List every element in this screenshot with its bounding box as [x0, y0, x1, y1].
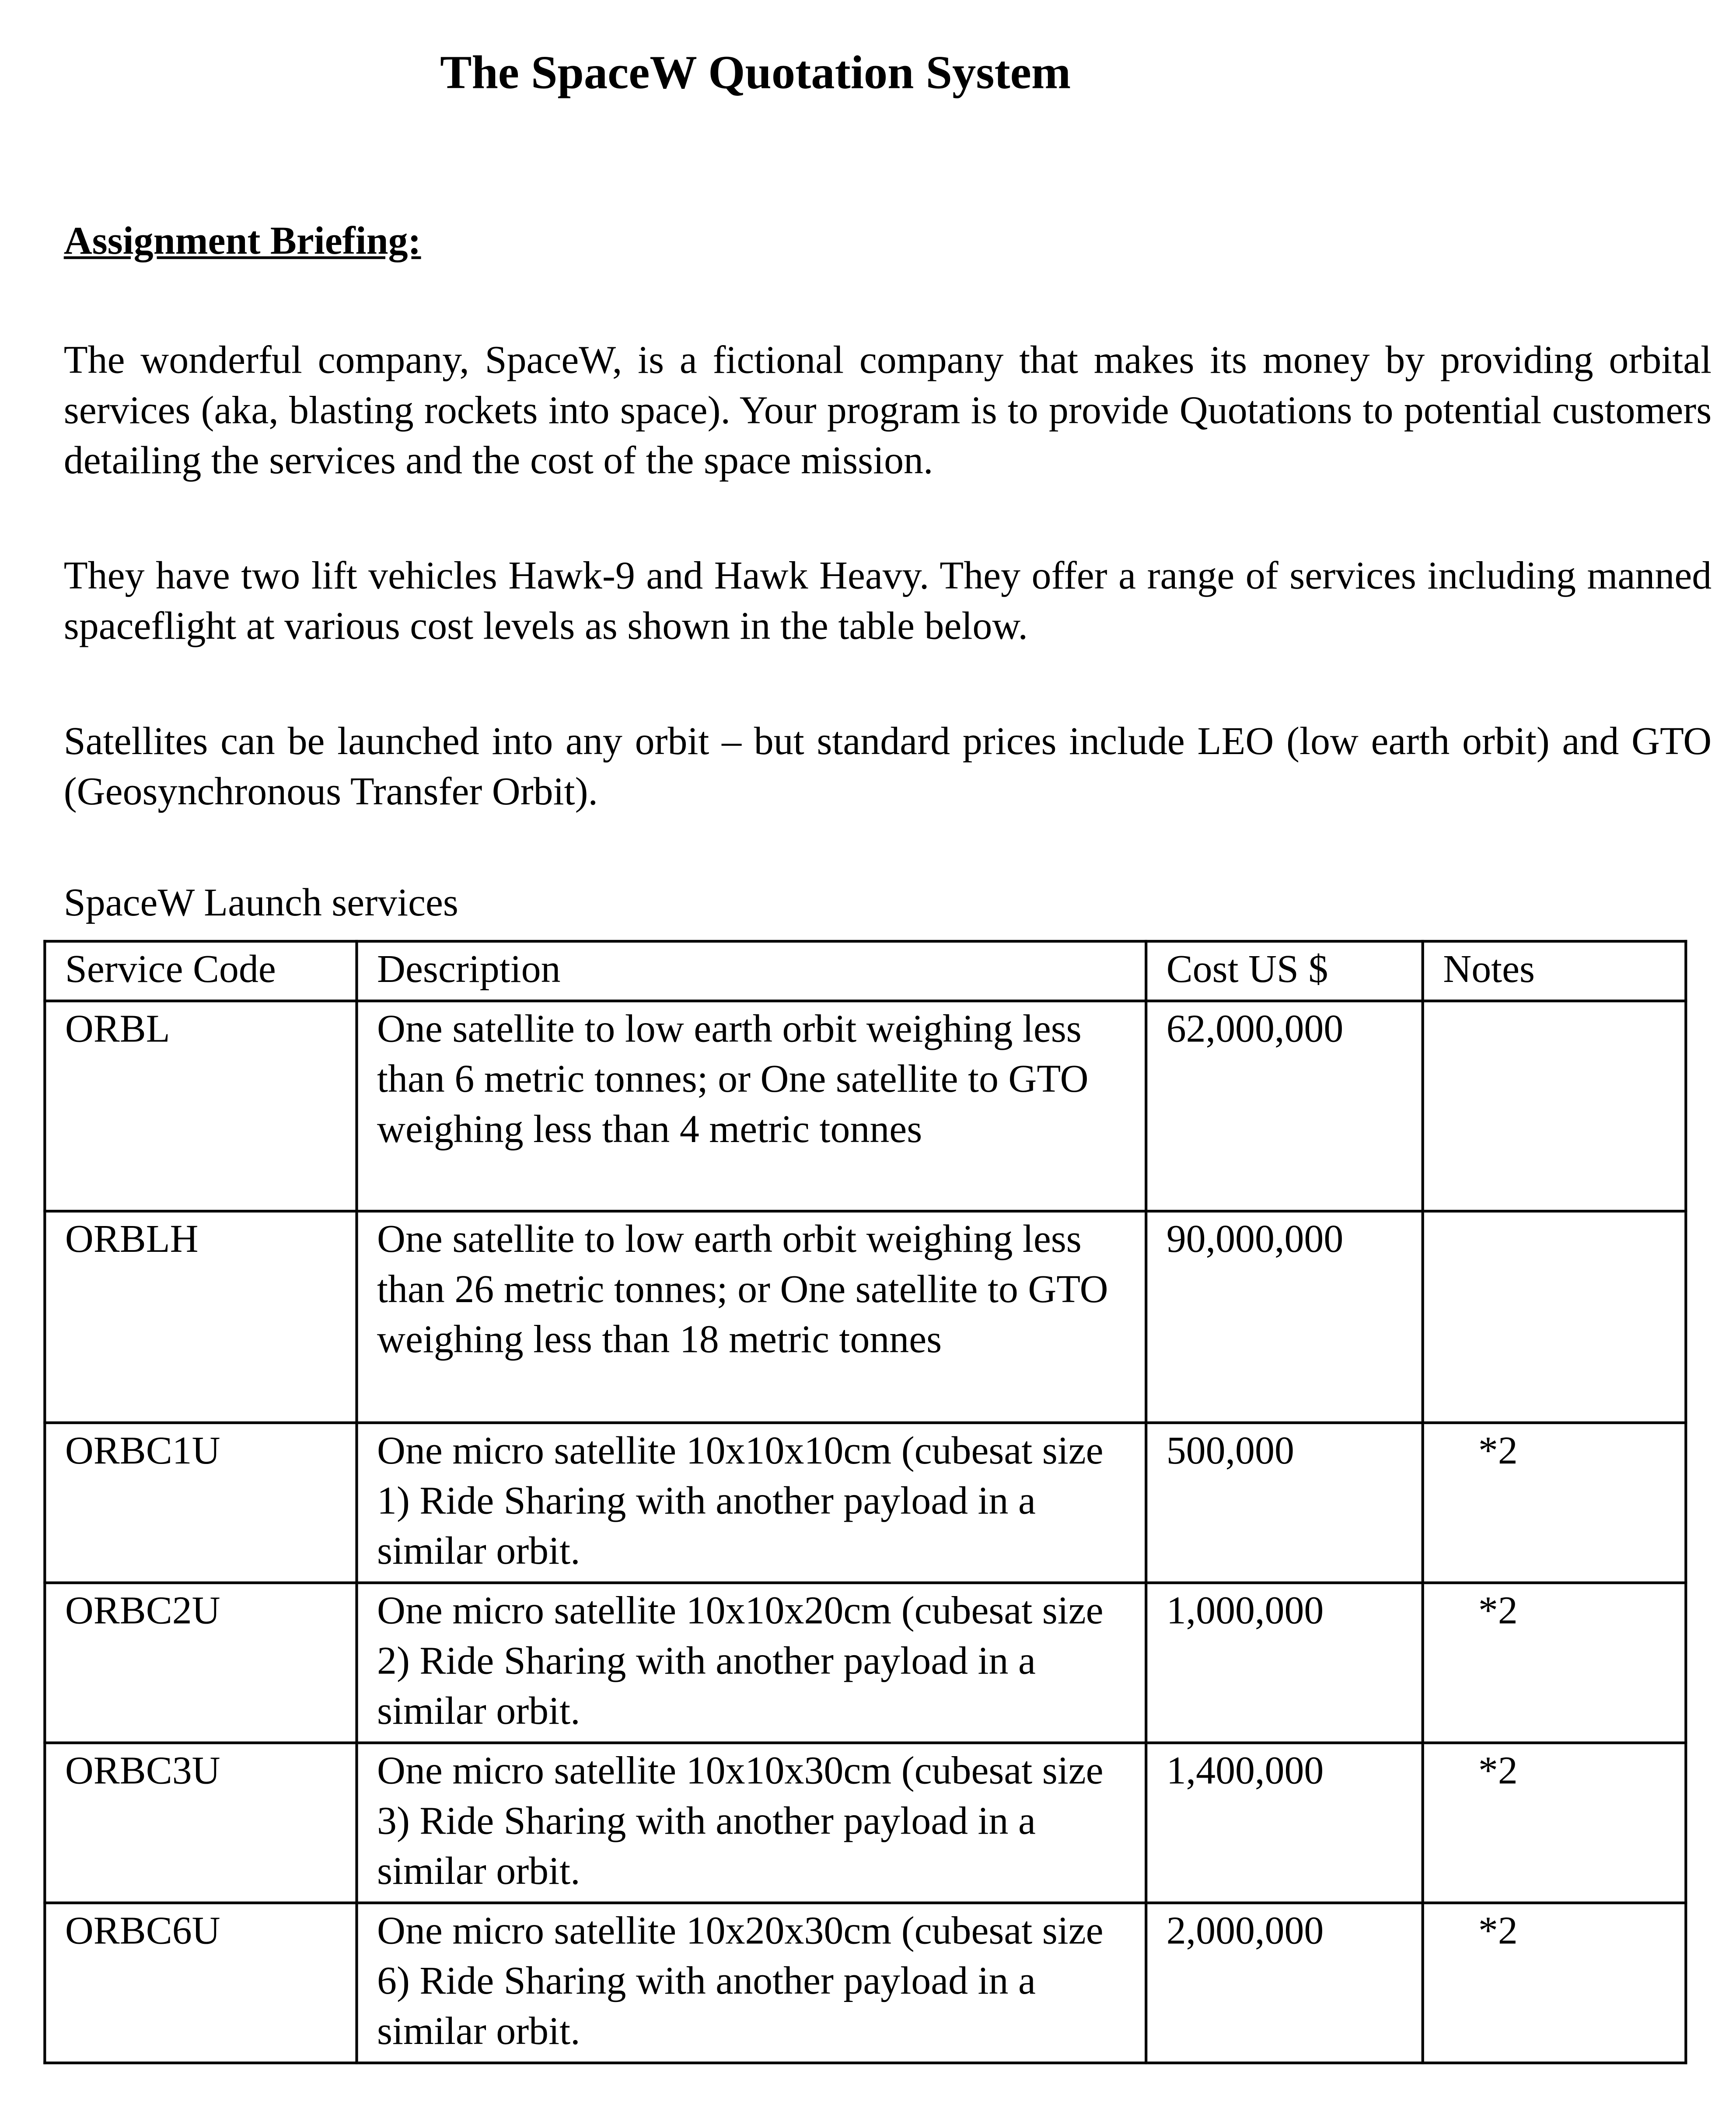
header-cell: Service Code — [45, 941, 356, 1001]
cost-cell: 500,000 — [1146, 1423, 1423, 1583]
notes-cell — [1423, 1001, 1686, 1211]
table-row — [45, 1211, 1686, 1423]
notes-cell: *2 — [1423, 1743, 1686, 1903]
description-cell: One micro satellite 10x10x20cm (cubesat size 2) Ride Sharing with another payload in a similar orbit. — [357, 1583, 1146, 1743]
table-row — [45, 1423, 1686, 1583]
description-cell: One micro satellite 10x20x30cm (cubesat size 6) Ride Sharing with another payload in a similar orbit. — [357, 1903, 1146, 2063]
table-row — [45, 1001, 1686, 1211]
paragraph-vehicles: They have two lift vehicles Hawk-9 and Hawk Heavy. They offer a range of services including manned spaceflight at various cost levels as shown in the table below. — [63, 555, 1712, 649]
notes-cell: *2 — [1423, 1423, 1686, 1583]
header-cell: Description — [357, 941, 1146, 1001]
cost-cell: 2,000,000 — [1146, 1903, 1423, 2063]
cost-cell: 62,000,000 — [1146, 1001, 1423, 1211]
launch-services-table — [43, 940, 1687, 2065]
description-cell: One satellite to low earth orbit weighing less than 26 metric tonnes; or One satellite to GTO weighing less than 18 metric tonnes — [357, 1211, 1146, 1423]
service-code-cell: ORBLH — [45, 1211, 356, 1423]
service-code-cell: ORBL — [45, 1001, 356, 1211]
cost-cell: 1,000,000 — [1146, 1583, 1423, 1743]
service-code-cell: ORBC2U — [45, 1583, 356, 1743]
notes-cell: *2 — [1423, 1583, 1686, 1743]
table-row — [45, 1583, 1686, 1743]
description-cell: One micro satellite 10x10x30cm (cubesat size 3) Ride Sharing with another payload in a similar orbit. — [357, 1743, 1146, 1903]
paragraph-intro: The wonderful company, SpaceW, is a fictional company that makes its money by providing orbital services (aka, blasting rockets into space). Your program is to provide Quotations to potential customers detailing the services and the cost of the space mission. — [63, 339, 1712, 483]
header-cell: Notes — [1423, 941, 1686, 1001]
header-cell: Cost US $ — [1146, 941, 1423, 1001]
service-code-cell: ORBC3U — [45, 1743, 356, 1903]
notes-cell: *2 — [1423, 1903, 1686, 2063]
cost-cell: 90,000,000 — [1146, 1211, 1423, 1423]
notes-cell — [1423, 1211, 1686, 1423]
description-cell: One micro satellite 10x10x10cm (cubesat size 1) Ride Sharing with another payload in a similar orbit. — [357, 1423, 1146, 1583]
briefing-heading: Assignment Briefing: — [63, 220, 421, 263]
paragraph-orbits: Satellites can be launched into any orbit – but standard prices include LEO (low earth orbit) and GTO (Geosynchronous Transfer Orbit). — [63, 720, 1712, 814]
table-row — [45, 1743, 1686, 1903]
table-caption: SpaceW Launch services — [63, 881, 458, 925]
table-row — [45, 1903, 1686, 2063]
service-code-cell: ORBC6U — [45, 1903, 356, 2063]
page-title: The SpaceW Quotation System — [440, 46, 1071, 99]
description-cell: One satellite to low earth orbit weighing less than 6 metric tonnes; or One satellite to GTO weighing less than 4 metric tonnes — [357, 1001, 1146, 1211]
cost-cell: 1,400,000 — [1146, 1743, 1423, 1903]
table-header-row — [45, 941, 1686, 1001]
service-code-cell: ORBC1U — [45, 1423, 356, 1583]
